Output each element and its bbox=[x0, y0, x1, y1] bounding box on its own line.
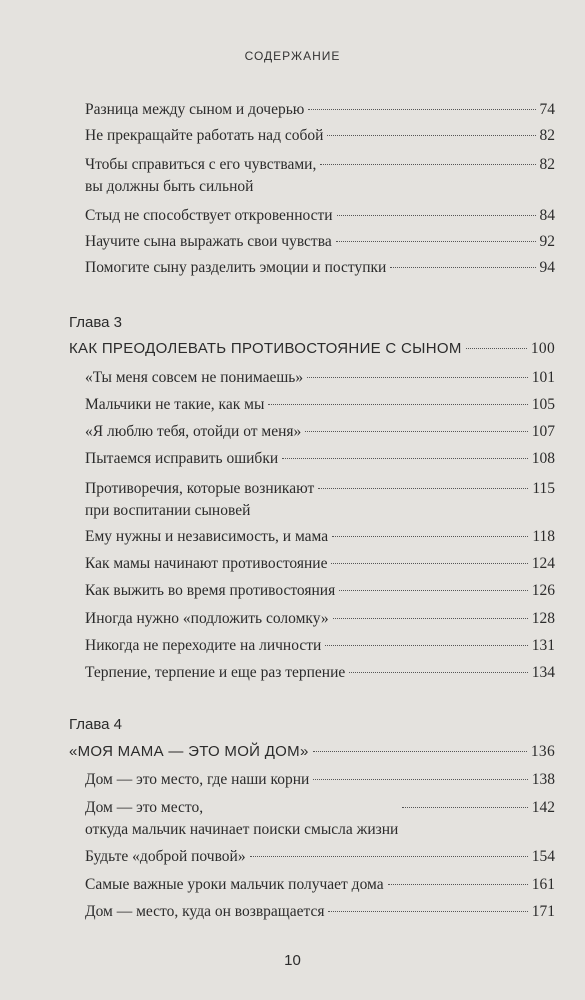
toc-entry-title: Не прекращайте работать над собой bbox=[85, 127, 324, 144]
dot-leader bbox=[318, 488, 528, 489]
toc-entry bbox=[85, 846, 555, 868]
toc-entry-page: 108 bbox=[531, 450, 555, 467]
toc-entry-title: Будьте «доброй почвой» bbox=[85, 848, 246, 865]
toc-entry-page: 161 bbox=[531, 876, 555, 893]
toc-entry-page: 101 bbox=[531, 369, 555, 386]
toc-entry-title bbox=[85, 478, 314, 522]
toc-entry bbox=[85, 394, 555, 416]
toc-entry-title: Терпение, терпение и еще раз терпение bbox=[85, 664, 346, 681]
toc-entry-page: 94 bbox=[539, 259, 555, 276]
toc-entry-title: Иногда нужно «подложить соломку» bbox=[85, 610, 329, 627]
dot-leader bbox=[331, 563, 527, 564]
page-number: 10 bbox=[284, 952, 301, 969]
toc-entry bbox=[85, 635, 555, 657]
toc-entry-title: Дом — это место, где наши корни bbox=[85, 771, 310, 788]
toc-entry-title: Никогда не переходите на личности bbox=[85, 637, 322, 654]
toc-entry bbox=[85, 231, 555, 253]
toc-entry-title: Самые важные уроки мальчик получает дома bbox=[85, 876, 384, 893]
chapter-title bbox=[69, 743, 555, 761]
toc-entry-title: Как мамы начинают противостояние bbox=[85, 555, 328, 572]
toc-entry bbox=[85, 421, 555, 443]
toc-entry bbox=[85, 257, 555, 279]
toc-entry-title: Разница между сыном и дочерью bbox=[85, 101, 305, 118]
toc-entry-title: Научите сына выражать свои чувства bbox=[85, 233, 332, 250]
toc-entry bbox=[85, 125, 555, 147]
toc-entry bbox=[85, 367, 555, 389]
toc-entry bbox=[85, 205, 555, 227]
dot-leader bbox=[336, 241, 536, 242]
toc-entry-page: 84 bbox=[539, 207, 555, 224]
toc-entry bbox=[85, 662, 555, 684]
toc-entry bbox=[85, 448, 555, 470]
toc-entry bbox=[85, 901, 555, 923]
toc-entry-title-line: Чтобы справиться с его чувствами, bbox=[85, 156, 317, 173]
dot-leader bbox=[325, 645, 527, 646]
dot-leader bbox=[305, 431, 527, 432]
toc-entry-page: 124 bbox=[531, 555, 555, 572]
toc-entry-title: «Ты меня совсем не понимаешь» bbox=[85, 369, 304, 386]
toc-entry-title-line: откуда мальчик начинает поиски смысла жизни bbox=[85, 821, 399, 838]
toc-entry bbox=[85, 154, 555, 198]
chapter-title-text: «МОЯ МАМА — ЭТО МОЙ ДОМ» bbox=[69, 743, 309, 760]
dot-leader bbox=[337, 215, 536, 216]
toc-entry-title: Помогите сыну разделить эмоции и поступки bbox=[85, 259, 387, 276]
toc-entry-page: 131 bbox=[531, 637, 555, 654]
toc-entry-title: «Я люблю тебя, отойди от меня» bbox=[85, 423, 302, 440]
toc-entry-title bbox=[85, 154, 316, 198]
toc-entry-title-line: вы должны быть сильной bbox=[85, 178, 254, 195]
chapter-page: 136 bbox=[530, 743, 555, 760]
dot-leader bbox=[332, 536, 528, 537]
toc-entry bbox=[85, 478, 555, 522]
toc-entry-title: Ему нужны и независимость, и мама bbox=[85, 528, 329, 545]
toc-entry bbox=[85, 99, 555, 121]
dot-leader bbox=[388, 884, 528, 885]
dot-leader bbox=[390, 267, 535, 268]
toc-entry-page: 107 bbox=[531, 423, 555, 440]
toc-entry-title-line: Противоречия, которые возникают bbox=[85, 480, 315, 497]
toc-entry-page: 142 bbox=[531, 799, 555, 816]
toc-entry bbox=[85, 874, 555, 896]
running-head: СОДЕРЖАНИЕ bbox=[244, 49, 341, 63]
toc-entry bbox=[85, 797, 555, 841]
toc-entry bbox=[85, 608, 555, 630]
dot-leader bbox=[349, 672, 528, 673]
toc-entry-page: 105 bbox=[531, 396, 555, 413]
dot-leader bbox=[313, 751, 527, 752]
toc-entry-title: Как выжить во время противостояния bbox=[85, 582, 336, 599]
toc-entry-page: 126 bbox=[531, 582, 555, 599]
chapter-title bbox=[69, 340, 555, 358]
dot-leader bbox=[328, 911, 527, 912]
toc-entry-title: Мальчики не такие, как мы bbox=[85, 396, 265, 413]
toc-entry-page: 138 bbox=[531, 771, 555, 788]
toc-entry-page: 82 bbox=[539, 127, 555, 144]
toc-entry-title: Дом — место, куда он возвращается bbox=[85, 903, 325, 920]
toc-entry bbox=[85, 769, 555, 791]
dot-leader bbox=[307, 377, 528, 378]
dot-leader bbox=[466, 348, 527, 349]
dot-leader bbox=[313, 779, 527, 780]
toc-entry-page: 128 bbox=[531, 610, 555, 627]
chapter-label: Глава 3 bbox=[69, 314, 123, 331]
toc-entry-title-line: при воспитании сыновей bbox=[85, 502, 251, 519]
dot-leader bbox=[320, 164, 535, 165]
toc-entry-page: 82 bbox=[539, 156, 555, 173]
toc-entry-page: 154 bbox=[531, 848, 555, 865]
toc-entry bbox=[85, 553, 555, 575]
toc-entry-page: 115 bbox=[532, 480, 555, 497]
toc-entry-title: Пытаемся исправить ошибки bbox=[85, 450, 279, 467]
toc-entry bbox=[85, 580, 555, 602]
chapter-label: Глава 4 bbox=[69, 716, 123, 733]
toc-entry-title-line: Дом — это место, bbox=[85, 799, 204, 816]
dot-leader bbox=[250, 856, 528, 857]
dot-leader bbox=[268, 404, 527, 405]
toc-entry-title: Стыд не способствует откровенности bbox=[85, 207, 333, 224]
chapter-title-text: КАК ПРЕОДОЛЕВАТЬ ПРОТИВОСТОЯНИЕ С СЫНОМ bbox=[69, 340, 462, 357]
toc-entry-page: 92 bbox=[539, 233, 555, 250]
toc-entry-page: 118 bbox=[532, 528, 555, 545]
toc-entry-page: 74 bbox=[539, 101, 555, 118]
toc-entry-page: 171 bbox=[531, 903, 555, 920]
chapter-page: 100 bbox=[530, 340, 555, 357]
dot-leader bbox=[282, 458, 528, 459]
dot-leader bbox=[327, 135, 535, 136]
toc-entry-page: 134 bbox=[531, 664, 555, 681]
dot-leader bbox=[402, 807, 527, 808]
toc-entry-title bbox=[85, 797, 398, 841]
toc-entry bbox=[85, 526, 555, 548]
dot-leader bbox=[308, 109, 535, 110]
dot-leader bbox=[333, 618, 528, 619]
dot-leader bbox=[339, 590, 528, 591]
